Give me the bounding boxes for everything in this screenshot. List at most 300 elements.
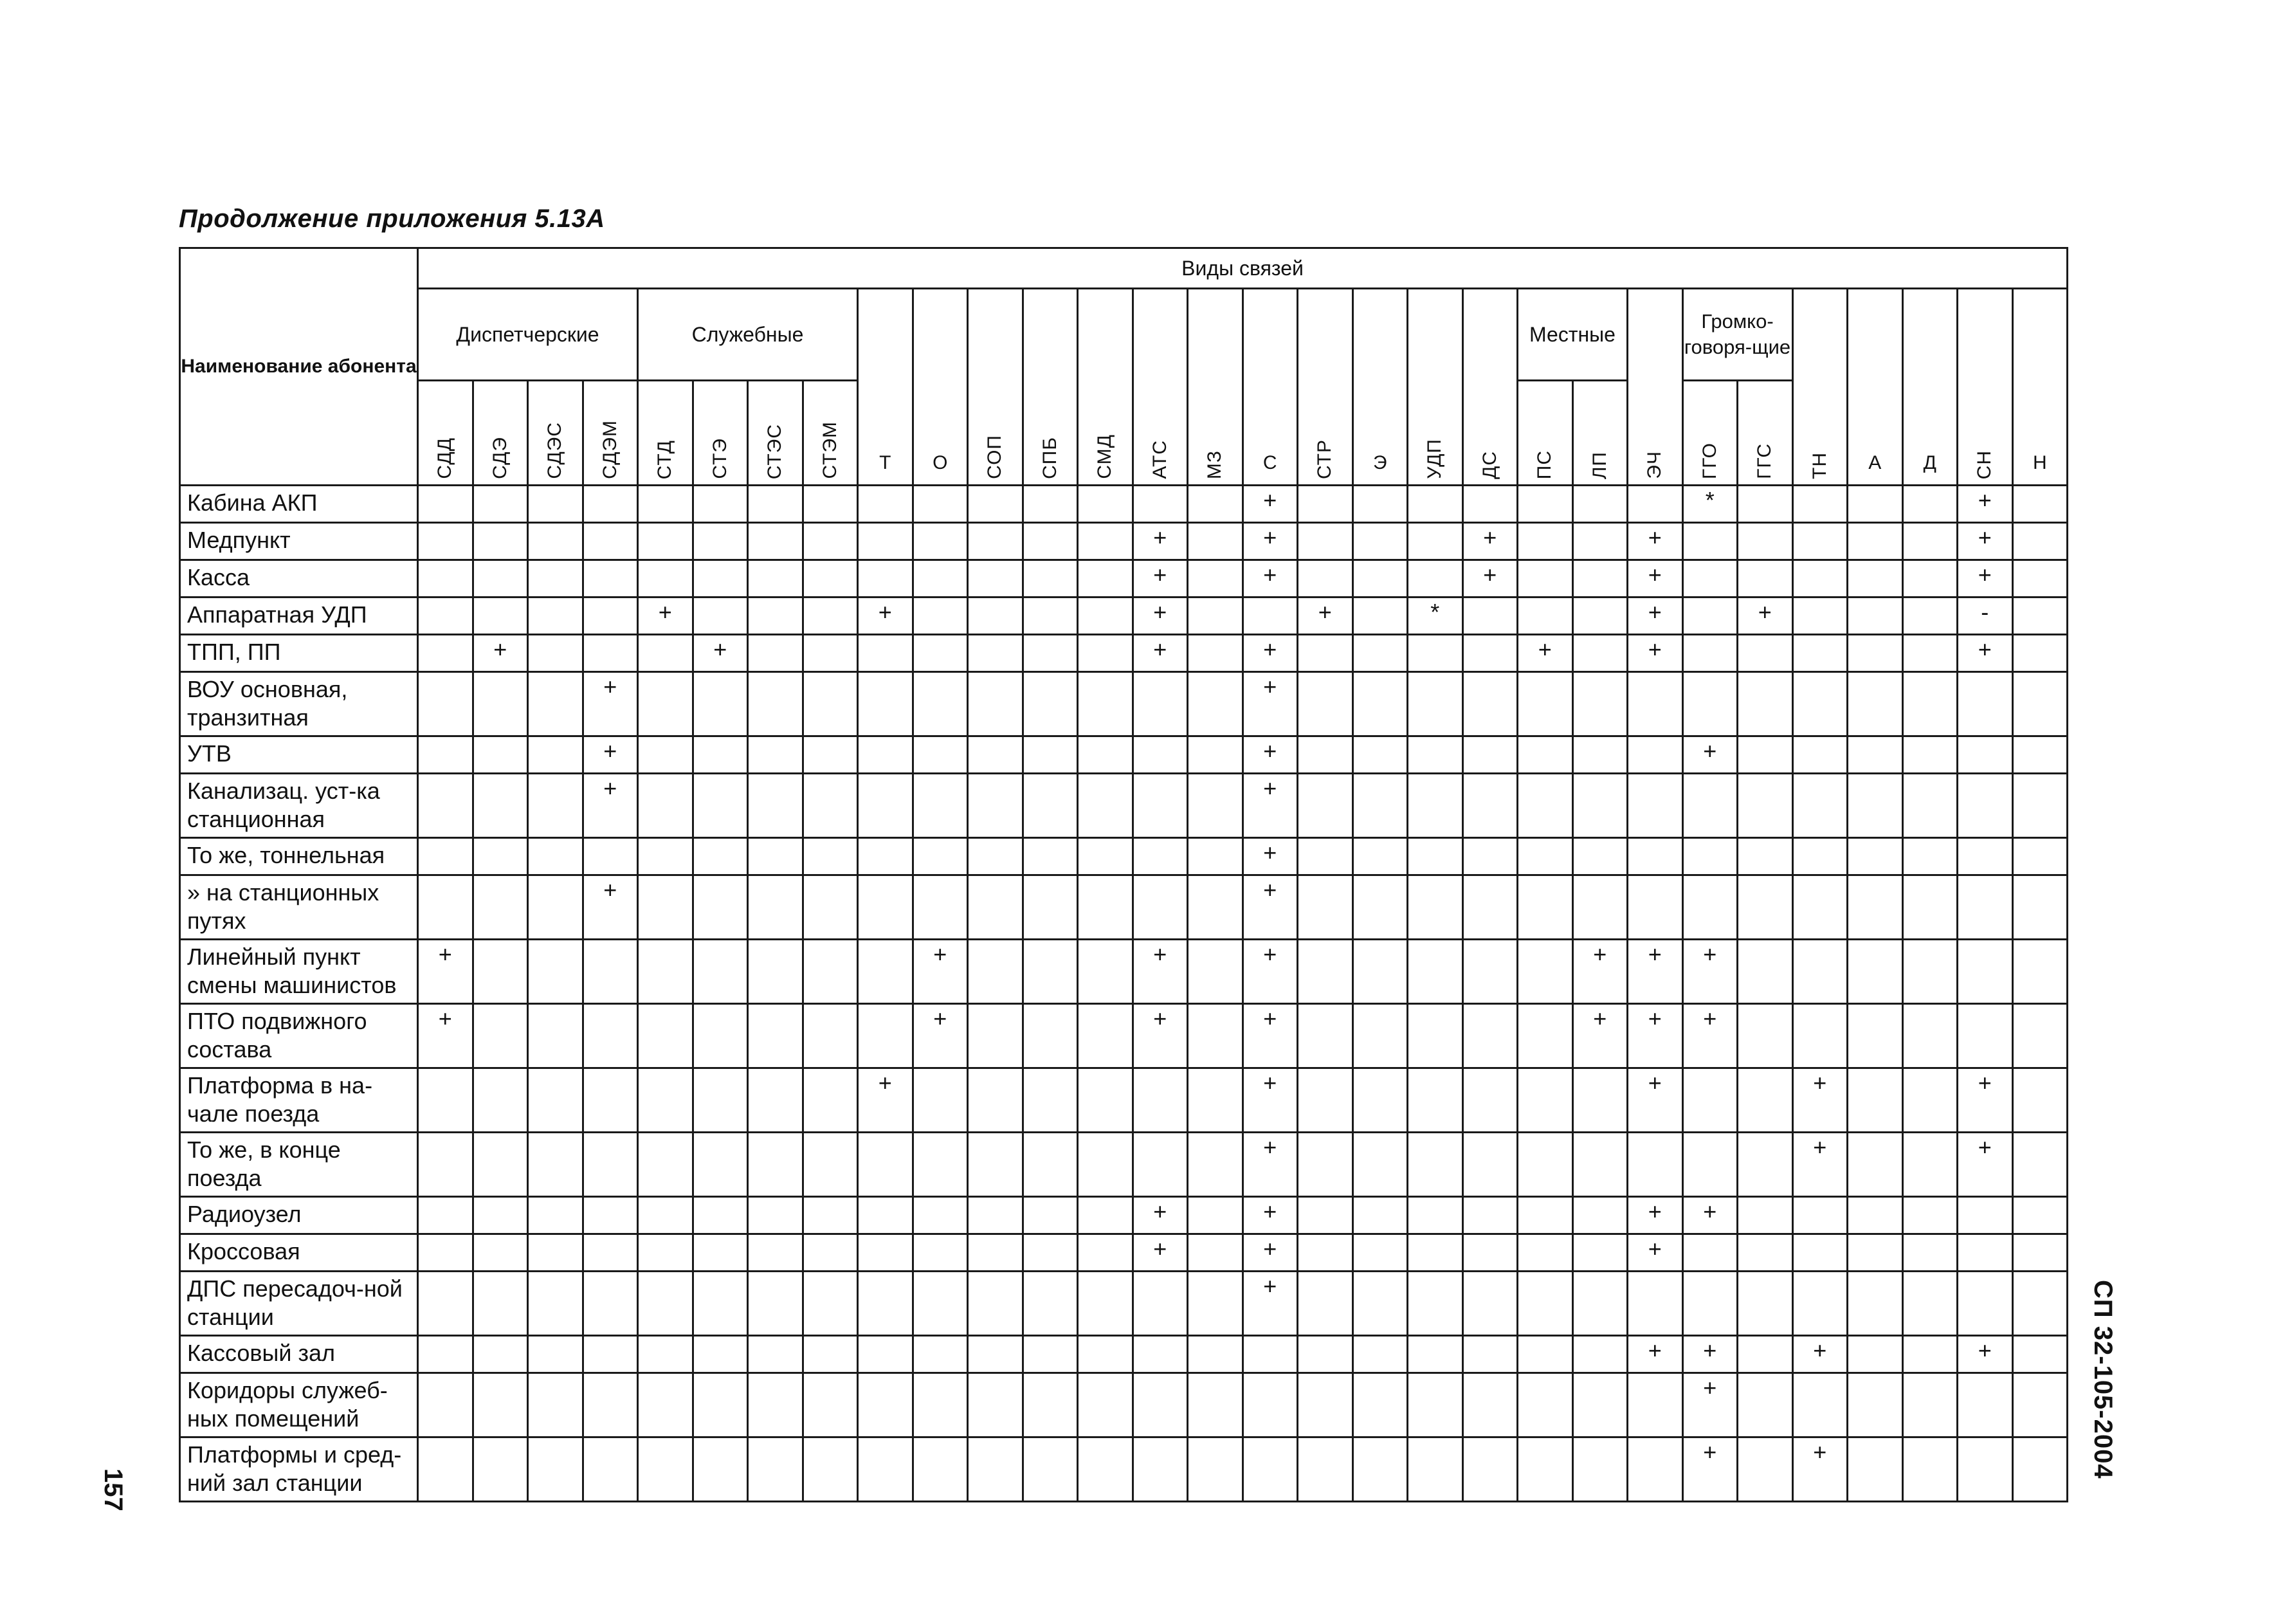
table-cell	[1023, 736, 1078, 774]
table-cell	[638, 940, 693, 1004]
row-name: Коридоры служеб-ных помещений	[180, 1373, 418, 1437]
table-cell	[1682, 838, 1738, 875]
table-cell	[2012, 560, 2068, 598]
table-cell	[1902, 875, 1958, 940]
col-header: Д	[1902, 289, 1958, 486]
table-cell	[1298, 486, 1353, 523]
table-cell	[1738, 1004, 1793, 1068]
table-cell	[1572, 1234, 1628, 1272]
table-cell: +	[1462, 523, 1518, 560]
document-id: СП 32-105-2004	[2089, 1280, 2117, 1479]
table-cell	[803, 1133, 858, 1197]
table-cell	[473, 560, 528, 598]
table-cell	[1078, 1336, 1133, 1373]
table-cell	[528, 875, 583, 940]
table-cell	[1958, 838, 2013, 875]
table-cell	[1133, 1068, 1188, 1133]
table-cell: +	[1628, 940, 1683, 1004]
table-cell	[858, 635, 913, 672]
table-cell: +	[1958, 1068, 2013, 1133]
table-cell	[2012, 838, 2068, 875]
table-cell	[748, 1133, 803, 1197]
table-cell	[528, 1272, 583, 1336]
table-cell: +	[583, 774, 638, 838]
table-cell	[1902, 486, 1958, 523]
table-cell	[528, 1234, 583, 1272]
table-cell	[1792, 523, 1848, 560]
table-cell	[418, 1133, 473, 1197]
table-cell	[1792, 635, 1848, 672]
table-cell	[1352, 1068, 1408, 1133]
table-cell	[1352, 523, 1408, 560]
table-cell	[1352, 1133, 1408, 1197]
table-cell	[1792, 486, 1848, 523]
table-cell: +	[858, 598, 913, 635]
table-cell	[1572, 1272, 1628, 1336]
table-cell	[693, 523, 748, 560]
table-cell	[1572, 486, 1628, 523]
table-cell	[1298, 875, 1353, 940]
table-cell	[968, 1234, 1023, 1272]
table-cell	[1572, 598, 1628, 635]
table-cell	[1408, 1437, 1463, 1502]
table-cell	[748, 1373, 803, 1437]
table-cell	[583, 486, 638, 523]
table-cell	[1628, 774, 1683, 838]
table-cell	[418, 486, 473, 523]
table-cell	[1738, 1272, 1793, 1336]
table-cell	[1408, 736, 1463, 774]
table-cell	[418, 736, 473, 774]
table-cell	[968, 1336, 1023, 1373]
table-cell	[1848, 1234, 1903, 1272]
row-name: Касса	[180, 560, 418, 598]
table-cell	[1408, 1133, 1463, 1197]
table-cell	[1682, 635, 1738, 672]
table-cell	[1848, 1068, 1903, 1133]
col-header: ЭЧ	[1628, 289, 1683, 486]
table-cell: +	[1682, 1437, 1738, 1502]
table-cell: +	[583, 672, 638, 736]
table-cell	[528, 838, 583, 875]
table-cell	[1078, 1197, 1133, 1234]
table-cell	[1078, 486, 1133, 523]
table-cell	[858, 486, 913, 523]
table-cell: +	[1628, 1068, 1683, 1133]
table-cell	[1188, 940, 1243, 1004]
table-cell	[2012, 1133, 2068, 1197]
table-cell	[1023, 1133, 1078, 1197]
table-cell	[1848, 672, 1903, 736]
table-cell	[693, 1234, 748, 1272]
table-cell	[418, 598, 473, 635]
table-cell	[418, 1234, 473, 1272]
table-cell	[1408, 838, 1463, 875]
table-cell	[418, 1373, 473, 1437]
table-cell	[1352, 598, 1408, 635]
table-row	[180, 838, 2068, 875]
table-cell	[1628, 1437, 1683, 1502]
table-cell: +	[1462, 560, 1518, 598]
table-cell	[693, 672, 748, 736]
header-subscriber-name: Наименование абонента	[180, 248, 418, 486]
table-cell	[1682, 598, 1738, 635]
table-cell	[968, 1373, 1023, 1437]
table-row	[180, 940, 2068, 1004]
table-cell	[2012, 523, 2068, 560]
table-cell	[1298, 523, 1353, 560]
table-cell	[1188, 598, 1243, 635]
table-cell	[1188, 1336, 1243, 1373]
table-cell	[1023, 940, 1078, 1004]
table-cell	[1738, 736, 1793, 774]
table-cell	[968, 1197, 1023, 1234]
table-cell	[1628, 672, 1683, 736]
table-cell: +	[1133, 1197, 1188, 1234]
col-header: О	[913, 289, 968, 486]
table-cell	[1572, 672, 1628, 736]
table-cell	[418, 635, 473, 672]
table-cell: +	[1682, 1336, 1738, 1373]
table-cell	[1352, 1234, 1408, 1272]
table-cell	[1738, 1197, 1793, 1234]
table-row	[180, 523, 2068, 560]
table-cell	[1572, 1336, 1628, 1373]
table-cell	[528, 672, 583, 736]
table-cell	[913, 875, 968, 940]
table-cell	[858, 736, 913, 774]
table-cell	[803, 560, 858, 598]
table-cell	[858, 1336, 913, 1373]
table-row	[180, 1004, 2068, 1068]
table-cell	[418, 523, 473, 560]
table-cell	[748, 1234, 803, 1272]
table-cell: +	[583, 875, 638, 940]
table-cell	[1298, 1234, 1353, 1272]
table-cell	[1518, 1234, 1573, 1272]
table-cell	[1902, 523, 1958, 560]
col-header: СДЭМ	[583, 381, 638, 486]
table-cell	[968, 598, 1023, 635]
table-cell	[638, 875, 693, 940]
table-cell	[1243, 1437, 1298, 1502]
table-cell	[1902, 1197, 1958, 1234]
table-cell	[1352, 1197, 1408, 1234]
table-cell	[1628, 1373, 1683, 1437]
table-cell: +	[1243, 1133, 1298, 1197]
table-cell	[638, 1133, 693, 1197]
table-cell	[858, 672, 913, 736]
table-cell	[1682, 774, 1738, 838]
table-cell	[583, 1068, 638, 1133]
table-cell	[473, 940, 528, 1004]
table-cell	[968, 1133, 1023, 1197]
col-header: СДЭ	[473, 381, 528, 486]
table-cell	[1133, 672, 1188, 736]
table-cell	[858, 1234, 913, 1272]
table-cell	[1462, 1197, 1518, 1234]
table-cell	[1298, 1004, 1353, 1068]
table-cell: +	[1958, 1336, 2013, 1373]
table-cell	[748, 1068, 803, 1133]
table-cell	[1188, 486, 1243, 523]
table-cell	[1902, 1437, 1958, 1502]
table-cell	[1518, 774, 1573, 838]
table-cell	[1188, 1197, 1243, 1234]
table-cell	[748, 838, 803, 875]
table-cell	[1572, 523, 1628, 560]
table-cell	[1352, 1272, 1408, 1336]
table-cell	[2012, 875, 2068, 940]
table-cell	[1902, 736, 1958, 774]
table-cell	[1518, 560, 1573, 598]
table-cell	[858, 1437, 913, 1502]
row-name: Радиоузел	[180, 1197, 418, 1234]
table-cell	[803, 1272, 858, 1336]
table-cell	[913, 1234, 968, 1272]
table-cell	[2012, 1004, 2068, 1068]
table-cell	[858, 1133, 913, 1197]
table-cell	[528, 1068, 583, 1133]
table-cell	[1792, 875, 1848, 940]
table-cell	[1572, 1437, 1628, 1502]
table-cell	[913, 1133, 968, 1197]
table-cell	[1078, 940, 1133, 1004]
table-cell	[1078, 774, 1133, 838]
table-cell	[473, 875, 528, 940]
table-cell	[913, 1336, 968, 1373]
table-cell	[748, 598, 803, 635]
table-cell	[1738, 672, 1793, 736]
table-cell	[1848, 523, 1903, 560]
table-cell	[1848, 940, 1903, 1004]
table-cell	[1518, 838, 1573, 875]
table-cell	[2012, 1437, 2068, 1502]
table-cell	[1352, 774, 1408, 838]
table-cell	[1298, 1068, 1353, 1133]
table-cell	[1682, 1234, 1738, 1272]
table-cell	[913, 635, 968, 672]
col-header: СПБ	[1023, 289, 1078, 486]
table-cell	[528, 1133, 583, 1197]
table-cell	[1188, 1004, 1243, 1068]
table-cell	[1958, 940, 2013, 1004]
col-header: СТР	[1298, 289, 1353, 486]
table-cell	[803, 1234, 858, 1272]
table-cell	[1958, 875, 2013, 940]
table-cell	[693, 1272, 748, 1336]
table-cell: +	[1243, 838, 1298, 875]
table-cell	[803, 1004, 858, 1068]
table-cell	[1078, 875, 1133, 940]
table-cell	[1572, 1133, 1628, 1197]
table-cell	[1078, 598, 1133, 635]
table-cell	[1682, 1068, 1738, 1133]
table-cell	[2012, 672, 2068, 736]
table-cell	[1188, 774, 1243, 838]
table-cell	[1848, 1336, 1903, 1373]
table-cell	[968, 838, 1023, 875]
table-cell	[1462, 1272, 1518, 1336]
table-cell	[1352, 1373, 1408, 1437]
table-cell	[1682, 560, 1738, 598]
page-number: 157	[99, 1468, 127, 1511]
table-cell	[528, 1373, 583, 1437]
table-cell	[1738, 875, 1793, 940]
table-cell	[968, 774, 1023, 838]
table-cell	[473, 486, 528, 523]
table-cell	[748, 1437, 803, 1502]
table-cell	[1848, 838, 1903, 875]
table-cell	[1958, 672, 2013, 736]
table-cell	[1078, 1437, 1133, 1502]
table-cell	[1738, 523, 1793, 560]
table-cell	[1902, 838, 1958, 875]
table-cell	[1738, 635, 1793, 672]
table-cell	[748, 875, 803, 940]
table-cell	[968, 486, 1023, 523]
table-cell	[418, 1272, 473, 1336]
table-cell	[968, 1437, 1023, 1502]
table-cell	[638, 1437, 693, 1502]
table-cell	[1738, 774, 1793, 838]
table-cell	[913, 486, 968, 523]
table-cell	[528, 1197, 583, 1234]
table-cell: +	[1682, 1197, 1738, 1234]
table-cell: +	[1133, 1004, 1188, 1068]
table-cell: +	[1792, 1133, 1848, 1197]
table-cell	[693, 736, 748, 774]
table-row	[180, 560, 2068, 598]
row-name: Кроссовая	[180, 1234, 418, 1272]
table-cell	[1902, 672, 1958, 736]
table-cell	[1792, 1197, 1848, 1234]
table-cell: +	[1792, 1068, 1848, 1133]
table-row	[180, 1068, 2068, 1133]
table-cell	[1298, 560, 1353, 598]
table-cell	[693, 940, 748, 1004]
table-cell	[583, 1336, 638, 1373]
table-cell	[1023, 1004, 1078, 1068]
table-row	[180, 486, 2068, 523]
table-cell	[1628, 1133, 1683, 1197]
table-cell	[1023, 875, 1078, 940]
row-name: Линейный пункт смены машинистов	[180, 940, 418, 1004]
table-cell: +	[1243, 672, 1298, 736]
table-cell	[1792, 940, 1848, 1004]
table-cell	[803, 875, 858, 940]
table-cell	[803, 774, 858, 838]
table-cell	[638, 1272, 693, 1336]
table-cell	[1518, 1004, 1573, 1068]
table-cell	[693, 1004, 748, 1068]
table-cell	[1848, 598, 1903, 635]
table-cell	[2012, 1272, 2068, 1336]
table-cell	[1738, 1437, 1793, 1502]
table-cell: +	[1792, 1336, 1848, 1373]
table-cell	[2012, 1234, 2068, 1272]
table-cell	[1848, 635, 1903, 672]
table-cell	[1848, 736, 1903, 774]
table-cell: +	[1243, 1068, 1298, 1133]
table-cell	[858, 1373, 913, 1437]
table-cell	[638, 672, 693, 736]
table-cell	[1133, 1133, 1188, 1197]
header-group-loudspeaker: Громко-говоря-щие	[1682, 289, 1792, 381]
row-name: ВОУ основная, транзитная	[180, 672, 418, 736]
table-cell	[1352, 1336, 1408, 1373]
table-cell	[583, 1234, 638, 1272]
table-cell	[1078, 1004, 1133, 1068]
table-cell: +	[1628, 1004, 1683, 1068]
table-cell	[1462, 875, 1518, 940]
col-header: Э	[1352, 289, 1408, 486]
table-cell: +	[1243, 486, 1298, 523]
table-cell: +	[1958, 523, 2013, 560]
table-cell	[1518, 486, 1573, 523]
table-cell	[1408, 940, 1463, 1004]
table-cell: +	[418, 940, 473, 1004]
table-cell	[1572, 635, 1628, 672]
table-cell	[693, 486, 748, 523]
table-cell	[418, 838, 473, 875]
table-cell	[528, 1437, 583, 1502]
table-cell	[1682, 875, 1738, 940]
header-group-service: Служебные	[638, 289, 858, 381]
table-cell: +	[1243, 1234, 1298, 1272]
table-cell	[528, 598, 583, 635]
table-cell	[1078, 1068, 1133, 1133]
table-cell	[1352, 838, 1408, 875]
table-cell	[1352, 486, 1408, 523]
table-cell	[1023, 1437, 1078, 1502]
subscriber-communication-table	[179, 247, 2068, 1502]
table-cell	[418, 560, 473, 598]
table-cell: +	[913, 1004, 968, 1068]
row-name: Канализац. уст-ка станционная	[180, 774, 418, 838]
table-cell	[1408, 486, 1463, 523]
table-cell	[1518, 736, 1573, 774]
table-cell	[583, 940, 638, 1004]
table-cell	[1133, 875, 1188, 940]
table-cell	[1188, 1068, 1243, 1133]
table-cell	[1243, 1336, 1298, 1373]
header-group-local: Местные	[1518, 289, 1628, 381]
table-cell	[2012, 940, 2068, 1004]
table-cell	[1298, 1373, 1353, 1437]
table-cell	[1628, 486, 1683, 523]
row-name: Платформы и сред-ний зал станции	[180, 1437, 418, 1502]
table-cell	[1628, 838, 1683, 875]
table-cell: +	[1738, 598, 1793, 635]
table-cell	[1298, 672, 1353, 736]
table-cell	[1902, 1373, 1958, 1437]
table-cell	[1462, 774, 1518, 838]
table-cell	[638, 1004, 693, 1068]
table-row	[180, 1133, 2068, 1197]
table-cell	[803, 1068, 858, 1133]
table-cell	[1133, 838, 1188, 875]
table-cell	[473, 1133, 528, 1197]
col-header: СМД	[1078, 289, 1133, 486]
table-cell	[1958, 774, 2013, 838]
table-cell	[1408, 560, 1463, 598]
table-cell	[913, 1437, 968, 1502]
table-cell	[1958, 1272, 2013, 1336]
table-cell: +	[1243, 875, 1298, 940]
table-cell: +	[1958, 486, 2013, 523]
col-header: СТЭ	[693, 381, 748, 486]
